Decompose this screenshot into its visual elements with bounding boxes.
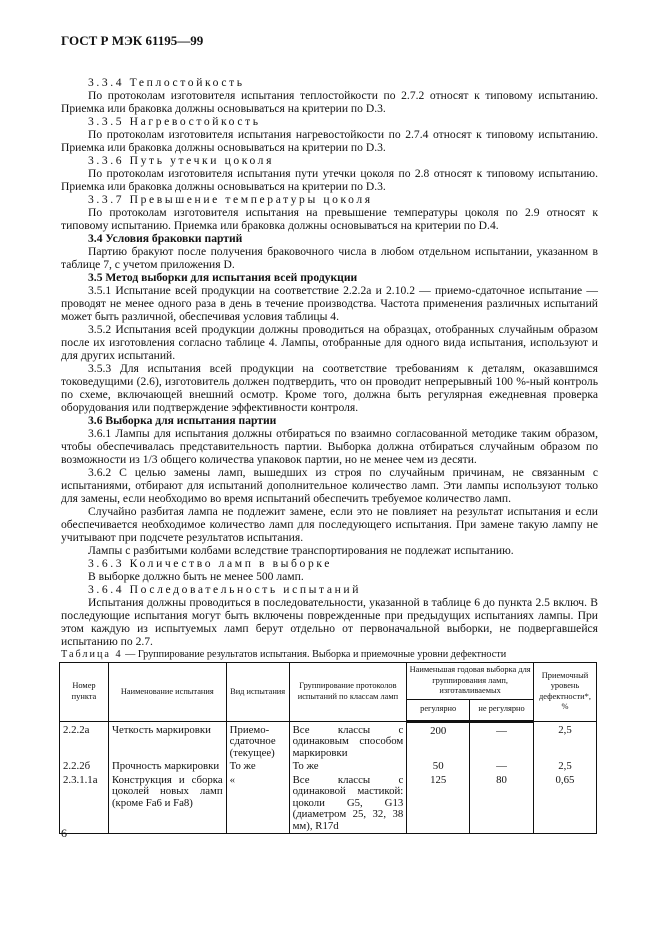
cell-grouping: То же xyxy=(289,760,407,774)
header-number: Номер пункта xyxy=(60,663,109,722)
cell-regular: 200 xyxy=(407,721,470,760)
cell-name: Прочность маркировки xyxy=(108,760,226,774)
cell-grouping: Все классы с одинаковым способом маркировки xyxy=(289,721,407,760)
cell-number: 2.2.2а xyxy=(60,721,109,760)
section-heading: 3.3.4 Теплостойкость xyxy=(88,76,245,89)
cell-irregular: — xyxy=(470,721,534,760)
table-caption-label: Таблица 4 xyxy=(61,649,123,660)
cell-number: 2.2.2б xyxy=(60,760,109,774)
table-row xyxy=(60,760,597,774)
table-row xyxy=(60,721,597,760)
cell-number: 2.3.1.1а xyxy=(60,774,109,834)
paragraph: По протоколам изготовителя испытания пути утечки цоколя по 2.8 относят к типовому испытанию. Приемка или браковка должны основываться на критерии по D.3. xyxy=(61,167,598,193)
table-4 xyxy=(59,662,597,834)
header-type: Вид испытания xyxy=(226,663,289,722)
cell-aql: 2,5 xyxy=(533,721,596,760)
paragraph: По протоколам изготовителя испытания нагревостойкости по 2.7.4 относят к типовому испытанию. Приемка или браковка должны основываться на критерии по D.3. xyxy=(61,128,598,154)
section-heading: 3.6.4 Последовательность испытаний xyxy=(88,583,362,596)
cell-name: Конструкция и сборка цоколей новых ламп (кроме Fa6 и Fa8) xyxy=(108,774,226,834)
cell-type: Приемо-сдаточное (текущее) xyxy=(226,721,289,760)
cell-type: « xyxy=(226,774,289,834)
section-heading: 3.3.6 Путь утечки цоколя xyxy=(88,154,275,167)
section-heading: 3.4 Условия браковки партий xyxy=(88,232,243,245)
paragraph: По протоколам изготовителя испытания теплостойкости по 2.7.2 относят к типовому испытанию. Приемка или браковка должны основываться на критерии по D.3. xyxy=(61,89,598,115)
cell-grouping: Все классы с одинаковой мастикой: цоколи G5, G13 (диаметром 25, 32, 38 мм), R17d xyxy=(289,774,407,834)
section-heading: 3.5 Метод выборки для испытания всей продукции xyxy=(88,271,358,284)
paragraph: По протоколам изготовителя испытания на превышение температуры цоколя по 2.9 относят к типовому испытанию. Приемка или браковка должны основываться на критерии по D.4. xyxy=(61,206,598,232)
cell-type: То же xyxy=(226,760,289,774)
paragraph: Случайно разбитая лампа не подлежит замене, если это не повлияет на результат испытания и если обеспечивается необходимое количество ламп для последующего испытания. При замене такую лампу не учитывают при подсчете результатов испытания. xyxy=(61,505,598,544)
paragraph: В выборке должно быть не менее 500 ламп. xyxy=(88,570,304,583)
table-caption-text: — Группирование результатов испытания. Выборка и приемочные уровни дефектности xyxy=(122,649,507,660)
section-heading: 3.3.7 Превышение температуры цоколя xyxy=(88,193,373,206)
header-sample: Наименьшая годовая выборка для группирования ламп, изготавливаемых xyxy=(407,663,534,700)
paragraph: 3.5.3 Для испытания всей продукции на соответствие требованиям к деталям, оказавшимся токоведущими (2.6), изготовитель должен подтвердить, что он проводит непрерывный 100 %-ный контроль по схеме, включающей внешний осмотр. Кроме того, должна быть регулярная ежедневная проверка оборудования или подтверждение эффективности контроля. xyxy=(61,362,598,414)
table-caption xyxy=(61,649,506,660)
paragraph: Партию бракуют после получения браковочного числа в любом отдельном испытании, указанном в таблице 7, с учетом приложения D. xyxy=(61,245,598,271)
header-regular: регулярно xyxy=(407,699,470,721)
cell-regular: 125 xyxy=(407,774,470,834)
section-heading: 3.6 Выборка для испытания партии xyxy=(88,414,277,427)
cell-aql: 0,65 xyxy=(533,774,596,834)
paragraph: 3.5.2 Испытания всей продукции должны проводиться на образцах, отобранных случайным образом после их изготовления согласно таблице 4. Лампы, отобранные для одного вида испытания, используют и для других испытаний. xyxy=(61,323,598,362)
header-irregular: не регулярно xyxy=(470,699,534,721)
header-name: Наименование испытания xyxy=(108,663,226,722)
cell-irregular: — xyxy=(470,760,534,774)
paragraph: Испытания должны проводиться в последовательности, указанной в таблице 6 до пункта 2.5 включ. В последующие испытания могут быть включены поврежденные при предыдущих испытаниях лампы. При этом каждую из испытуемых ламп берут отдельно от первоначальной выборки, не подвергавшейся испытанию по 2.7. xyxy=(61,596,598,648)
document-body xyxy=(61,76,598,648)
cell-regular: 50 xyxy=(407,760,470,774)
cell-irregular: 80 xyxy=(470,774,534,834)
header-aql: Приемочный уровень дефектности*, % xyxy=(533,663,596,722)
paragraph: 3.6.1 Лампы для испытания должны отбираться по взаимно согласованной методике таким образом, чтобы обеспечивалась представительность партии. Выборка должна отбираться случайным образом по возможности из 1/3 общего количества упаковок партии, но не менее чем из десяти. xyxy=(61,427,598,466)
paragraph: 3.6.2 С целью замены ламп, вышедших из строя по случайным причинам, не связанным с испытаниями, отбирают для испытаний дополнительное количество ламп. Эти лампы используют только для замены, если необходимо во время испытаний обеспечить требуемое количество ламп. xyxy=(61,466,598,505)
paragraph: 3.5.1 Испытание всей продукции на соответствие 2.2.2а и 2.10.2 — приемо-сдаточное испытание — проводят не менее одного раза в день в течение производства. Частота применения различных испытаний может быть различной, обеспечивая условия таблицы 4. xyxy=(61,284,598,323)
header-grouping: Группирование протоколов испытаний по классам ламп xyxy=(289,663,407,722)
table-row xyxy=(60,774,597,834)
document-header: ГОСТ Р МЭК 61195—99 xyxy=(61,33,204,48)
cell-name: Четкость маркировки xyxy=(108,721,226,760)
section-heading: 3.6.3 Количество ламп в выборке xyxy=(88,557,333,570)
cell-aql: 2,5 xyxy=(533,760,596,774)
page-number: 6 xyxy=(61,826,67,840)
section-heading: 3.3.5 Нагревостойкость xyxy=(88,115,261,128)
paragraph: Лампы с разбитыми колбами вследствие транспортирования не подлежат испытанию. xyxy=(88,544,514,557)
